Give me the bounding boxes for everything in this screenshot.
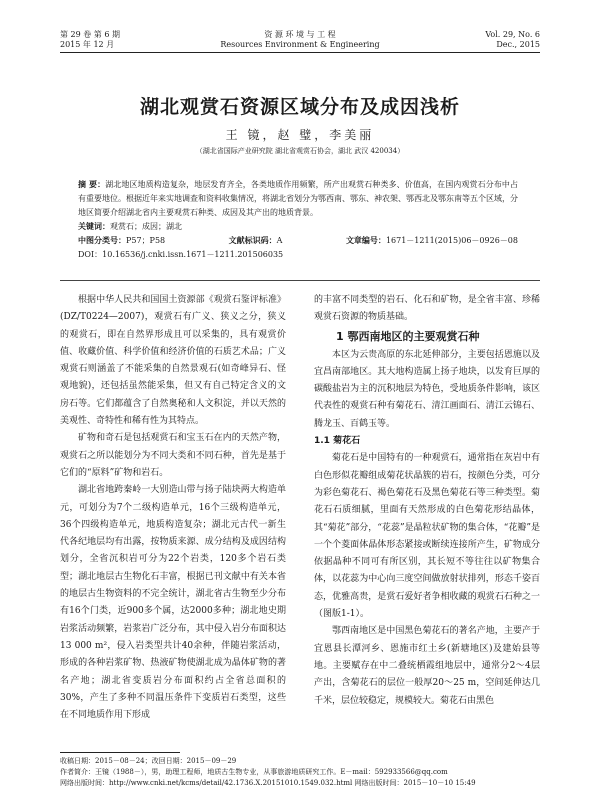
paper-title: 湖北观赏石资源区域分布及成因浅析	[139, 96, 460, 118]
body-paragraph: 根据中华人民共和国国土资源部《观赏石鉴评标准》(DZ/T0224—2007)，观赏石有广义、狭义之分，狭义的观赏石，即在自然界形成且可以采集的，具有观赏价值、收藏价值、科学价值和经济价值的石质艺术品；广义观赏石则涵盖了不能采集的自然景观石(如奇峰异石、怪观地貌)，还包括虽然能采集，但又有自己特定含义的文房石等。它们都蕴含了自然奥秘和人文积淀，并以天然的美观性、奇特性和稀有性为其特点。	[60, 295, 286, 427]
journal-volume-issue: 第 29 卷 第 6 期	[60, 30, 120, 39]
abstract-text: 湖北地区地质构造复杂，地层发育齐全，各类地质作用频繁，所产出观赏石种类多、价值高，在国内观赏石分布中占有重要地位。根据近年来实地调查和资料收集情况，将湖北省划分为鄂西南、鄂东、神农架、鄂西北及鄂东南等五个区域，分地区简要介绍湖北省内主要观赏石种类、成因及其产出的地质背景。	[78, 180, 518, 217]
body-column-right	[314, 292, 540, 710]
journal-volume-issue-en: Vol. 29, No. 6	[485, 30, 540, 39]
body-paragraph: 菊花石是中国特有的一种观赏石，通常指在灰岩中有白色形似花瓣组成菊花状晶簇的岩石，按颜色分类，可分为彩色菊花石、褐色菊花石及黑色菊花石等三种类型。菊花石石质细腻，里面有天然形成的白色菊花形结晶体，其“菊花”部分，“花蕊”是晶粒状矿物的集合体，“花瓣”是一个个菱面体晶体形态紧接或断续连接所产生，矿物成分依据晶种不同可有所区别，其长短不等往往以矿物集合体，以花蕊为中心向三度空间做放射状排列，形态千姿百态，优雅高贵，是赏石爱好者争相收藏的观赏石石种之一（图版1-1）。	[314, 453, 540, 620]
footnote-divider	[60, 752, 180, 753]
article-number: 文章编号：1671－1211(2015)06－0926－08	[345, 236, 518, 245]
author-affiliation: （湖北省国际产业研究院 湖北省观赏石协会，湖北 武汉 420034）	[195, 147, 405, 155]
keywords	[78, 220, 518, 234]
journal-date-en: Dec., 2015	[496, 40, 540, 49]
doi: DOI：10.16536/j.cnki.issn.1671－1211.201506035	[78, 250, 284, 259]
body-paragraph: 矿物和奇石是包括观赏石和宝玉石在内的天然产物，观赏石之所以能划分为不同大类和不同石种，首先是基于它们的“原料”矿物和岩石。	[60, 433, 286, 478]
footnotes	[60, 756, 540, 789]
journal-name-cn: 资 源 环 境 与 工 程	[264, 30, 336, 39]
clc-number: 中图分类号：P57；P58	[78, 236, 166, 245]
journal-name-en: Resources Environment & Engineering	[220, 40, 380, 49]
abstract-block	[78, 178, 518, 262]
online-publication: 网络出版时间：http://www.cnki.net/kcms/detail/42.1736.X.20151010.1549.032.html 网络出版时间：2015－10－10 15:49	[60, 779, 476, 787]
author-bio: 作者简介：王镜（1988－），男，助理工程师，地质古生物专业，从事旅游地质研究工作。E－mail：592933566@qq.com	[60, 768, 448, 776]
running-header	[60, 30, 540, 50]
body-paragraph: 湖北省地跨秦岭一大别造山带与扬子陆块两大构造单元，可划分为7个二级构造单元，16个三级构造单元，36个四级构造单元，地质构造复杂；湖北元古代一新生代各纪地层均有出露，按物质来源、成分结构及成因结构划分，全省沉积岩可分为22个岩类，120多个岩石类型；湖北地层古生物化石丰富，根据已刊文献中有关本省的地层古生物资料的不完全统计，湖北省古生物至少分布有16个门类，近900多个属，达2000多种；湖北地史期岩浆活动频繁，岩浆岩广泛分布，其中侵入岩分布面积达13 000 m²，侵入岩类型共计40余种，伴随岩浆活动，形成的各种岩浆矿物、热液矿物使湖北成为晶体矿物的著名产地；湖北省变质岩分布面积约占全省总面积的30%，产生了多种不同温压条件下变质岩石类型，这些在不同地质作用下形成	[60, 485, 286, 721]
body-paragraph: 鄂西南地区是中国黑色菊花石的著名产地，主要产于宜恩县长潭河乡、恩施市红土乡(新塘地区)及建始县等地。主要赋存在中二叠统栖霞组地层中，通常分2～4层产出，含菊花石的层位一般厚20～25 m，空间延伸达几千米，层位较稳定，规模较大。菊花石由黑色	[314, 626, 540, 706]
body-paragraph: 本区为云贵高原的东北延伸部分，主要包括恩施以及宜昌南部地区。其大地构造属上扬子地块，以发育巨厚的碳酸盐岩为主的沉积地层为特色，受地质条件影响，该区代表性的观赏石种有菊花石、清江画面石、清江云锦石、腾龙玉、百鹤玉等。	[314, 349, 540, 429]
header-divider	[60, 52, 540, 53]
keywords-text: 观赏石；成因；湖北	[110, 222, 182, 231]
journal-date: 2015 年 12 月	[60, 40, 115, 49]
classification-row	[78, 234, 518, 248]
subsection-heading: 1.1 菊花石	[314, 436, 361, 447]
section-heading: 1 鄂西南地区的主要观赏石种	[336, 329, 480, 343]
body-column-left	[60, 292, 286, 724]
received-date: 收稿日期：2015－08－24；改回日期：2015－09－29	[60, 757, 237, 765]
author-list: 王 镜，赵 璧，李美丽	[225, 128, 375, 142]
body-paragraph-continued: 的丰富不同类型的岩石、化石和矿物，是全省丰富、珍稀观赏石资源的物质基础。	[314, 295, 540, 323]
abstract-label: 摘 要：	[78, 180, 106, 189]
keywords-label: 关键词：	[78, 222, 110, 231]
abstract-divider	[60, 280, 540, 281]
abstract	[78, 178, 518, 220]
document-code: 文献标识码：A	[228, 236, 283, 245]
